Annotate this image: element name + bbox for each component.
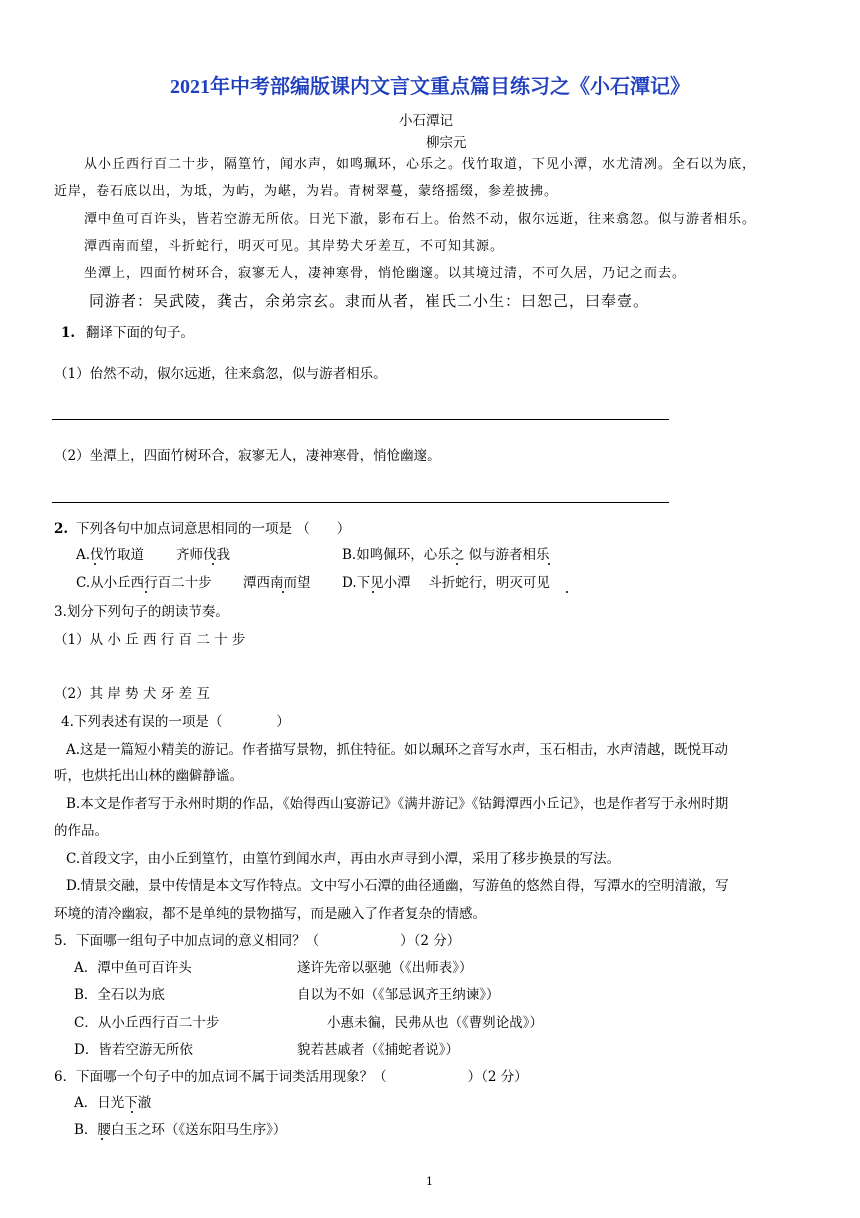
emphasis-dot — [372, 591, 374, 593]
option-d: D.下见小潭 斗折蛇行，明灭可见 — [342, 575, 550, 591]
emphasis-dot — [131, 1111, 133, 1113]
option-b-pair: 自以为不如（《邹忌讽齐王纳谏》） — [297, 987, 500, 1003]
passage-author: 柳宗元 — [426, 135, 467, 151]
page-number: 1 — [426, 1175, 433, 1188]
answer-line[interactable] — [52, 419, 669, 420]
passage-line: 坐潭上，四面竹树环合，寂寥无人，凄神寒骨，悄怆幽邃。以其境过清，不可久居，乃记之而去。 — [84, 266, 687, 281]
question-number: 2. — [54, 521, 69, 537]
question-number: 1. — [61, 325, 76, 341]
option-c: C．从小丘西行百二十步 — [74, 1015, 220, 1031]
option-d: D．皆若空游无所依 — [74, 1042, 193, 1058]
option-b: B．全石以为底 — [74, 987, 165, 1003]
passage-line: 同游者：吴武陵，龚古，余弟宗玄。隶而从者，崔氏二小生：曰恕己，曰奉壹。 — [89, 292, 650, 310]
emphasis-dot — [94, 563, 96, 565]
option-c-pair: 小惠未徧，民弗从也（《曹刿论战》） — [327, 1015, 543, 1031]
option-a: A.这是一篇短小精美的游记。作者描写景物，抓住特征。如以珮环之音写水声，玉石相击，水声清越，既悦耳动 — [66, 742, 729, 758]
emphasis-dot — [145, 591, 147, 593]
emphasis-dot — [282, 591, 284, 593]
question-stem: 下列各句中加点词意思相同的一项是 （ ） — [76, 521, 351, 537]
option-c: C.首段文字，由小丘到篁竹，由篁竹到闻水声，再由水声寻到小潭，采用了移步换景的写法。 — [66, 851, 621, 867]
option-a-cont: 听，也烘托出山林的幽僻静谧。 — [54, 768, 243, 784]
passage-line: 从小丘西行百二十步，隔篁竹，闻水声，如鸣珮环，心乐之。伐竹取道，下见小潭，水尤清冽。全石以为底， — [84, 157, 757, 172]
passage-heading: 小石潭记 — [399, 113, 453, 129]
question-item: （1）从 小 丘 西 行 百 二 十 步 — [54, 632, 246, 648]
option-d-pair: 貌若甚戚者（《捕蛇者说》） — [297, 1042, 459, 1058]
question-item: （2）坐潭上，四面竹树环合，寂寥无人，凄神寒骨，悄怆幽邃。 — [54, 448, 441, 464]
question-stem: 5．下面哪一组句子中加点词的意义相同？（ ）（2 分） — [54, 933, 461, 949]
option-a: A.伐竹取道 — [76, 547, 145, 563]
answer-line[interactable] — [52, 502, 669, 503]
emphasis-dot — [456, 563, 458, 565]
option-b: B．腰白玉之环（《送东阳马生序》） — [74, 1122, 287, 1138]
question-item: （1）佁然不动，俶尔远逝，往来翕忽，似与游者相乐。 — [54, 366, 387, 382]
option-b: B.本文是作者写于永州时期的作品，《始得西山宴游记》《满井游记》《钴鉧潭西小丘记》，也是作者写于永州时期 — [66, 796, 729, 812]
passage-line: 潭西南而望，斗折蛇行，明灭可见。其岸势犬牙差互，不可知其源。 — [84, 239, 505, 254]
option-c: C.从小丘西行百二十步 — [76, 575, 212, 591]
option-b-cont: 的作品。 — [54, 823, 108, 839]
option-b: B.如鸣佩环，心乐之 似与游者相乐 — [342, 547, 550, 563]
option-a-pair: 遂许先帝以驱驰（《出师表》） — [297, 960, 473, 976]
emphasis-dot — [548, 563, 550, 565]
emphasis-dot — [101, 1138, 103, 1140]
question-item: （2）其 岸 势 犬 牙 差 互 — [54, 686, 210, 702]
emphasis-dot — [212, 563, 214, 565]
passage-line: 潭中鱼可百许头，皆若空游无所依。日光下澈，影布石上。佁然不动，俶尔远逝，往来翕忽。似与游者相乐。 — [84, 212, 757, 227]
question-stem: 4.下列表述有误的一项是（ ） — [61, 714, 290, 730]
option-c-pair: 潭西南而望 — [243, 575, 311, 591]
option-a: A．潭中鱼可百许头 — [74, 960, 192, 976]
option-d-cont: 环境的清冷幽寂，都不是单纯的景物描写，而是融入了作者复杂的情感。 — [54, 906, 486, 922]
passage-line: 近岸，卷石底以出，为坻，为屿，为嵁，为岩。青树翠蔓，蒙络摇缀，参差披拂。 — [54, 184, 559, 199]
document-title: 2021年中考部编版课内文言文重点篇目练习之《小石潭记》 — [170, 76, 690, 98]
question-stem: 6．下面哪一个句子中的加点词不属于词类活用现象？（ ）（2 分） — [54, 1069, 528, 1085]
option-d: D.情景交融，景中传情是本文写作特点。文中写小石潭的曲径通幽，写游鱼的悠然自得，写潭水的空明清澈，写 — [66, 878, 729, 894]
option-a-pair: 齐师伐我 — [176, 547, 230, 563]
question-stem: 翻译下面的句子。 — [86, 325, 194, 341]
emphasis-dot — [566, 591, 568, 593]
option-a: A．日光下澈 — [74, 1095, 152, 1111]
question-stem: 3.划分下列句子的朗读节奏。 — [54, 604, 229, 620]
